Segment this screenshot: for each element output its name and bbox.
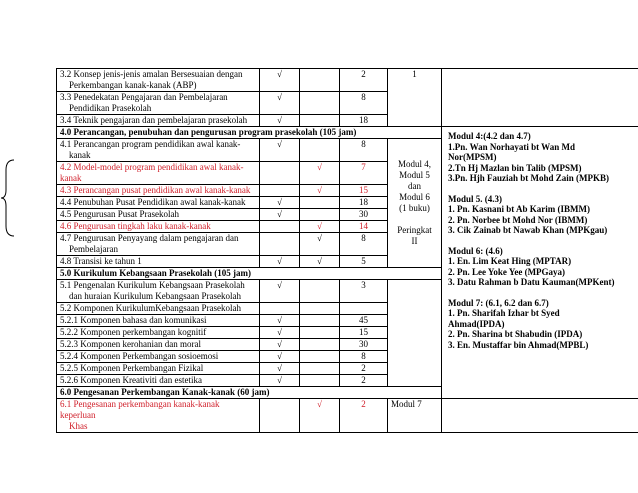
check-b xyxy=(300,303,340,315)
modul-cell xyxy=(388,139,442,268)
module-writer-line: 1. En. Lim Keat Hing (MPTAR) xyxy=(448,256,572,266)
topic-line-2: kanak xyxy=(69,150,91,160)
topic-line: 5.2.5 Komponen Perkembangan Fizikal xyxy=(60,363,204,373)
topic-line: 3.3 Penedekatan Pengajaran dan Pembelajaran xyxy=(60,92,228,102)
topic-line: 5.2.6 Komponen Kreativiti dan estetika xyxy=(60,375,202,385)
check-a xyxy=(260,233,300,256)
module-writer-line: 2. Pn. Lee Yoke Yee (MPGaya) xyxy=(448,266,566,277)
topic-line: 4.7 Pengurusan Penyayang dalam pengajaran dan xyxy=(60,233,239,243)
section-heading: 5.0 Kurikulum Kebangsaan Prasekolah (105 jam) xyxy=(57,268,442,280)
check-a: √ xyxy=(260,115,300,127)
topic-cell xyxy=(57,162,260,185)
hours-cell: 8 xyxy=(340,233,388,256)
check-a: √ xyxy=(260,69,300,92)
hours-cell: 45 xyxy=(340,315,388,327)
hours-cell: 15 xyxy=(340,185,388,197)
topic-cell xyxy=(57,209,260,221)
topic-line: 5.2.4 Komponen Perkembangan sosioemosi xyxy=(60,351,219,361)
modul-line: Modul 5 xyxy=(399,170,430,180)
module-writer-line: 2. Pn. Norbee bt Mohd Nor (IBMM) xyxy=(448,214,588,225)
topic-cell xyxy=(57,327,260,339)
check-b xyxy=(300,197,340,209)
check-b: √ xyxy=(300,233,340,256)
topic-line: 6.1 Pengesanan perkembangan kanak-kanak keperluan xyxy=(60,399,220,420)
blank-cell xyxy=(442,69,638,127)
check-a xyxy=(260,399,300,433)
check-a: √ xyxy=(260,351,300,363)
check-b xyxy=(300,339,340,351)
table-row xyxy=(57,69,638,92)
module-block xyxy=(448,194,634,236)
topic-line-2: Pembelajaran xyxy=(69,244,118,254)
check-a: √ xyxy=(260,327,300,339)
check-b xyxy=(300,139,340,162)
check-b xyxy=(300,280,340,303)
topic-line: 5.2 Komponen KurikulumKebangsaan Prasekolah xyxy=(60,303,241,313)
module-writer-line: 3. En. Mustaffar bin Ahmad(MPBL) xyxy=(448,339,589,350)
module-writer-line: Nor(MPSM) xyxy=(448,152,497,162)
topic-line: 4.6 Pengurusan tingkah laku kanak-kanak xyxy=(60,221,211,231)
topic-line-2: Perkembangan kanak-kanak (ABP) xyxy=(69,80,197,90)
check-a: √ xyxy=(260,375,300,387)
module-writer-line: 1. Pn. Kasnani bt Ab Karim (IBMM) xyxy=(448,204,591,214)
hours-cell: 2 xyxy=(340,399,388,433)
topic-cell xyxy=(57,115,260,127)
check-b xyxy=(300,115,340,127)
module-block xyxy=(448,131,634,184)
module-writer-line: 2. Pn. Sharina bt Shabudin (IPDA) xyxy=(448,329,583,339)
check-b: √ xyxy=(300,162,340,185)
topic-cell xyxy=(57,375,260,387)
module-block xyxy=(448,246,634,288)
check-b xyxy=(300,69,340,92)
module-writer-line: 3. Datu Rahman b Datu Kauman(MPKent) xyxy=(448,277,615,287)
topic-line: 5.2.2 Komponen perkembangan kognitif xyxy=(60,327,207,337)
topic-cell xyxy=(57,399,260,433)
hours-cell: 2 xyxy=(340,363,388,375)
check-b: √ xyxy=(300,185,340,197)
check-a: √ xyxy=(260,339,300,351)
modul-cell: 1 xyxy=(388,69,442,127)
topic-cell xyxy=(57,92,260,115)
hours-cell: 3 xyxy=(340,280,388,303)
hours-cell: 30 xyxy=(340,339,388,351)
modul-line: dan xyxy=(408,181,421,191)
check-b: √ xyxy=(300,221,340,233)
module-writers xyxy=(442,127,638,399)
modul-line: Peringkat xyxy=(397,225,432,235)
module-writer-line: 3. Cik Zainab bt Nawab Khan (MPKgau) xyxy=(448,225,608,235)
modul-line: II xyxy=(411,236,418,246)
check-a: √ xyxy=(260,197,300,209)
brace-mark xyxy=(0,158,16,238)
module-heading: Modul 7: (6.1, 6.2 dan 6.7) xyxy=(448,297,549,308)
table-row xyxy=(57,127,638,139)
topic-cell xyxy=(57,139,260,162)
topic-line-2: Khas xyxy=(69,421,88,431)
modul-line: Modul 4, xyxy=(397,159,431,169)
check-a xyxy=(260,162,300,185)
topic-line: 4.2 Model-model program pendidikan awal kanak- xyxy=(60,162,244,172)
check-b: √ xyxy=(300,399,340,433)
hours-cell: 5 xyxy=(340,256,388,268)
topic-line-2: dan huraian Kurikulum Kebangsaan Prasekolah xyxy=(69,291,241,301)
table-row xyxy=(57,399,638,433)
modul-cell: Modul 7 xyxy=(388,399,442,433)
topic-line: 4.8 Transisi ke tahun 1 xyxy=(60,256,142,266)
module-heading: Modul 4:(4.2 dan 4.7) xyxy=(448,131,531,141)
modul-line: (1 buku) xyxy=(399,203,430,213)
modul-line: Modul 6 xyxy=(399,192,430,202)
check-b: √ xyxy=(300,256,340,268)
topic-cell xyxy=(57,233,260,256)
hours-cell: 14 xyxy=(340,221,388,233)
check-b xyxy=(300,209,340,221)
check-a xyxy=(260,303,300,315)
module-writer-line: 1. Pn. Sharifah Izhar bt Syed xyxy=(448,308,560,318)
topic-cell xyxy=(57,69,260,92)
module-writer-line: Ahmad(IPDA) xyxy=(448,318,505,329)
check-b xyxy=(300,363,340,375)
hours-cell: 8 xyxy=(340,139,388,162)
check-a: √ xyxy=(260,315,300,327)
check-b xyxy=(300,92,340,115)
topic-line-2: Pendidikan Prasekolah xyxy=(69,103,152,113)
hours-cell: 30 xyxy=(340,209,388,221)
topic-line: 4.1 Perancangan program pendidikan awal kanak- xyxy=(60,139,241,149)
topic-line-2: kanak xyxy=(60,173,82,183)
check-a: √ xyxy=(260,209,300,221)
topic-line: 5.1 Pengenalan Kurikulum Kebangsaan Prasekolah xyxy=(60,280,245,290)
topic-cell xyxy=(57,303,260,315)
topic-line: 4.5 Pengurusan Pusat Prasekolah xyxy=(60,209,179,219)
check-a xyxy=(260,185,300,197)
topic-cell xyxy=(57,197,260,209)
hours-cell: 18 xyxy=(340,115,388,127)
topic-cell xyxy=(57,351,260,363)
check-a: √ xyxy=(260,363,300,375)
topic-line: 4.3 Perancangan pusat pendidikan awal kanak-kanak xyxy=(60,185,251,195)
hours-cell: 2 xyxy=(340,375,388,387)
module-writer-line: 1.Pn. Wan Norhayati bt Wan Md xyxy=(448,141,575,152)
topic-cell xyxy=(57,363,260,375)
course-content-table xyxy=(56,68,638,431)
hours-cell: 8 xyxy=(340,92,388,115)
modul-line xyxy=(391,214,438,225)
check-b xyxy=(300,315,340,327)
topic-cell xyxy=(57,256,260,268)
hours-cell xyxy=(340,303,388,315)
section-heading: 6.0 Pengesanan Perkembangan Kanak-kanak (60 jam) xyxy=(57,387,442,399)
blank-cell xyxy=(442,399,638,433)
topic-cell xyxy=(57,339,260,351)
hours-cell: 15 xyxy=(340,327,388,339)
section-heading: 4.0 Perancangan, penubuhan dan pengurusan program prasekolah (105 jam) xyxy=(57,127,442,139)
module-writer-line: 3.Pn. Hjh Fauziah bt Mohd Zain (MPKB) xyxy=(448,173,610,183)
check-a: √ xyxy=(260,256,300,268)
module-heading: Modul 5. (4.3) xyxy=(448,193,502,204)
topic-line: 5.2.3 Komponen kerohanian dan moral xyxy=(60,339,201,349)
topic-cell xyxy=(57,315,260,327)
topic-cell xyxy=(57,185,260,197)
topic-cell xyxy=(57,280,260,303)
check-a: √ xyxy=(260,139,300,162)
check-b xyxy=(300,327,340,339)
hours-cell: 7 xyxy=(340,162,388,185)
topic-line: 3.2 Konsep jenis-jenis amalan Bersesuaian dengan xyxy=(60,69,243,79)
topic-line: 3.4 Teknik pengajaran dan pembelajaran prasekolah xyxy=(60,115,248,125)
check-a xyxy=(260,221,300,233)
module-writer-line: 2.Tn Hj Mazlan bin Talib (MPSM) xyxy=(448,162,582,173)
topic-cell xyxy=(57,221,260,233)
check-b xyxy=(300,375,340,387)
hours-cell: 2 xyxy=(340,69,388,92)
topic-line: 4.4 Penubuhan Pusat Pendidikan awal kanak-kanak xyxy=(60,197,246,207)
hours-cell: 18 xyxy=(340,197,388,209)
check-b xyxy=(300,351,340,363)
module-block xyxy=(448,298,634,351)
hours-cell: 8 xyxy=(340,351,388,363)
module-heading: Modul 6: (4.6) xyxy=(448,245,503,256)
topic-line: 5.2.1 Komponen bahasa dan komunikasi xyxy=(60,315,207,325)
check-a: √ xyxy=(260,280,300,303)
check-a: √ xyxy=(260,92,300,115)
